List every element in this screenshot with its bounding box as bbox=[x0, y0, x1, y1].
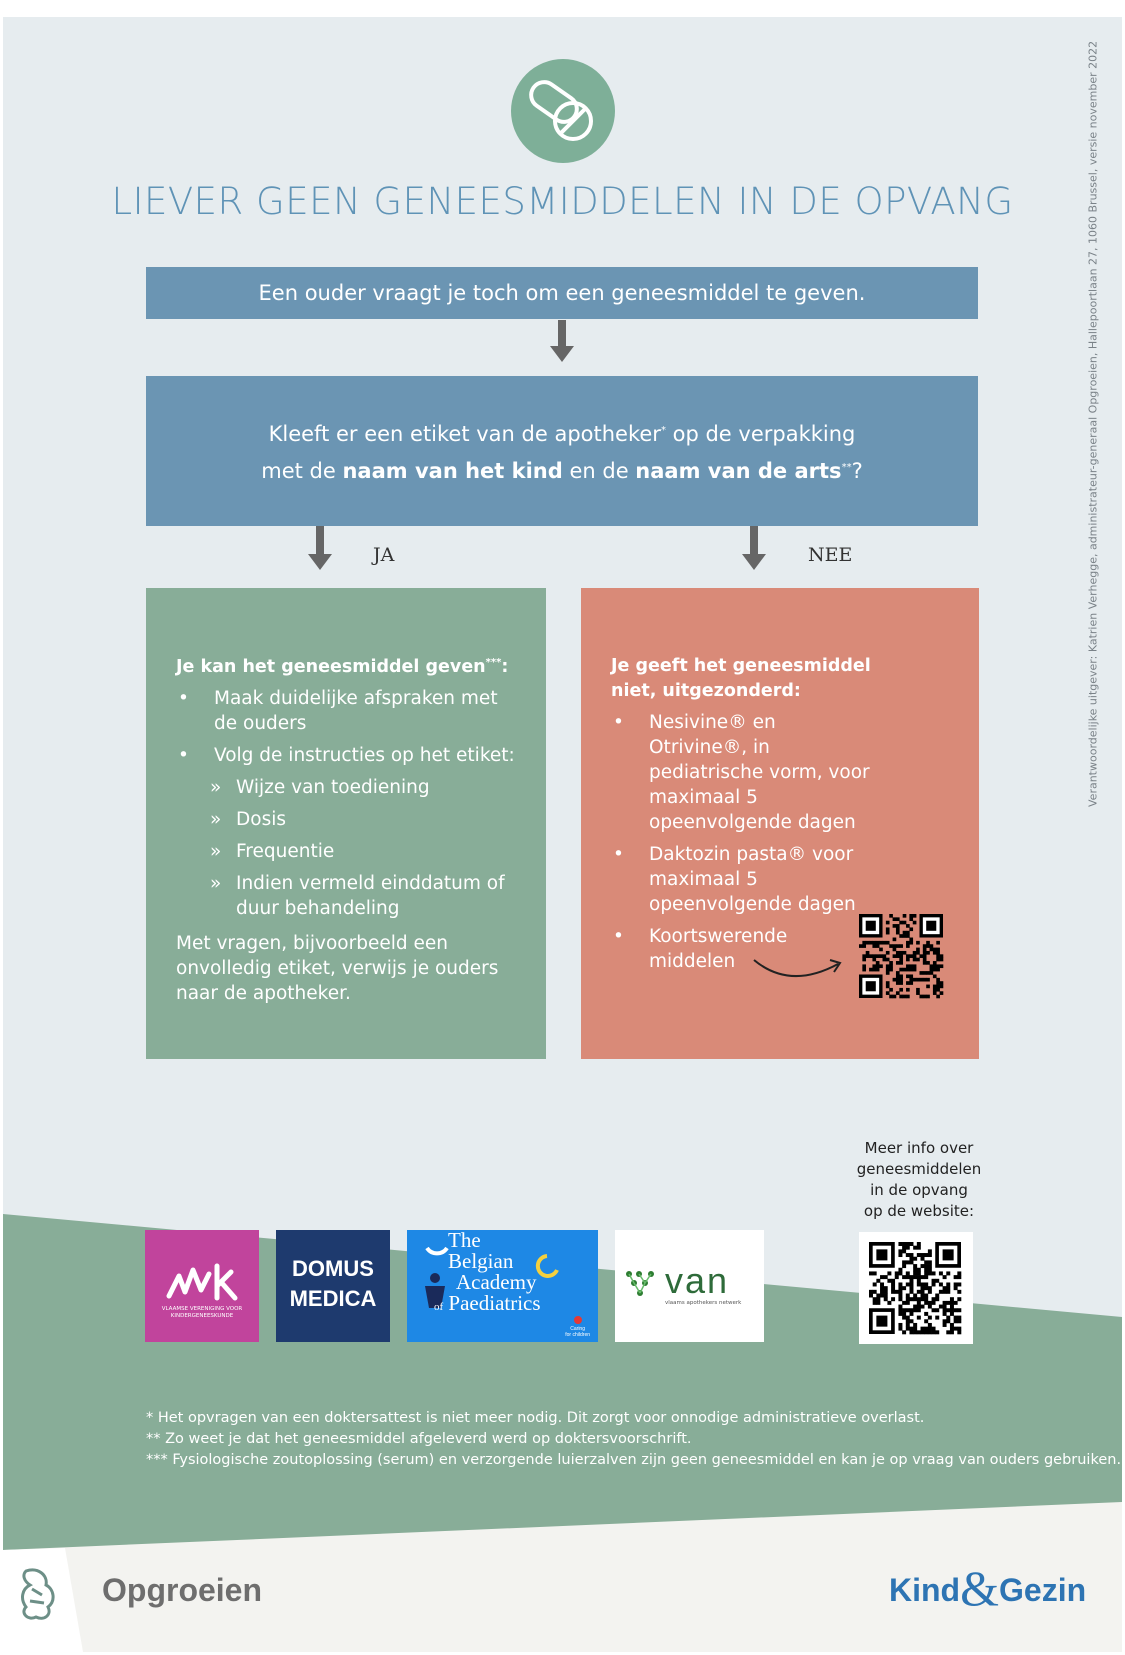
bap-text: Academy bbox=[456, 1270, 537, 1294]
vvk-text: VLAAMSE VERENIGING VOOR bbox=[161, 1306, 243, 1312]
kind-en-gezin-logo bbox=[889, 1560, 1087, 1616]
sub-list-item: » Dosis bbox=[176, 807, 526, 832]
footnote-2: ** Zo weet je dat het geneesmiddel afgeleverd werd op doktersvoorschrift. bbox=[146, 1431, 692, 1447]
bap-small-text: Caring bbox=[570, 1326, 585, 1332]
domus-medica-logo[interactable] bbox=[276, 1230, 390, 1342]
yes-box bbox=[146, 588, 546, 1059]
more-info-line: op de website: bbox=[863, 1202, 975, 1220]
sub-list-item: » Wijze van toediening bbox=[176, 775, 526, 800]
flemish-lion-icon bbox=[18, 1567, 60, 1623]
footnotes bbox=[146, 1408, 1121, 1471]
gezin-text: Gezin bbox=[999, 1572, 1087, 1608]
sub-list-item: » Indien vermeld einddatum of duur behandeling bbox=[176, 871, 526, 921]
more-info-line: in de opvang bbox=[870, 1181, 968, 1199]
list-item: • Koortswerende middelen bbox=[611, 924, 799, 974]
van-network-icon bbox=[625, 1270, 661, 1300]
kind-text: Kind bbox=[889, 1572, 961, 1608]
more-info-line: geneesmiddelen bbox=[856, 1160, 982, 1178]
yes-closing: Met vragen, bijvoorbeeld een onvolledig etiket, verwijs je ouders naar de apotheker. bbox=[176, 932, 499, 1004]
belgian-academy-paediatrics-logo[interactable] bbox=[407, 1230, 598, 1342]
footnote-3: *** Fysiologische zoutoplossing (serum) en verzorgende luierzalven zijn geen geneesmiddel en kan je op vraag van ouders gebruiken. bbox=[146, 1452, 1122, 1468]
more-info-line: Meer info over bbox=[864, 1139, 974, 1157]
no-heading: Je geeft het geneesmiddel niet, uitgezonderd: bbox=[611, 656, 871, 701]
heart-icon bbox=[574, 1316, 582, 1324]
opgroeien-logo: Opgroeien bbox=[102, 1572, 263, 1608]
bap-text: of bbox=[434, 1301, 444, 1313]
step-parent-request: Een ouder vraagt je toch om een geneesmiddel te geven. bbox=[146, 267, 978, 319]
qr-code-website-icon[interactable] bbox=[859, 1232, 973, 1344]
bap-text: Paediatrics bbox=[448, 1291, 541, 1315]
question-box bbox=[146, 376, 978, 526]
question-line-1: Kleeft er een etiket van de apotheker* op de verpakking bbox=[268, 422, 856, 446]
publisher-note: Verantwoordelijke uitgever: Katrien Verhegge, administrateur-generaal Opgroeien, Hallepoortlaan 27, 1060 Brussel, versie november 2022 bbox=[1086, 40, 1100, 807]
list-item: • Nesivine® en Otrivine®, in pediatrische vorm, voor maximaal 5 opeenvolgende dagen bbox=[611, 710, 871, 835]
yes-heading: Je kan het geneesmiddel geven***: bbox=[176, 656, 509, 677]
vvk-logo-mark bbox=[145, 1230, 259, 1342]
van-text: van bbox=[665, 1260, 730, 1301]
bap-text: The bbox=[448, 1228, 481, 1252]
vvk-logo[interactable] bbox=[145, 1230, 259, 1342]
page-title: LIEVER GEEN GENEESMIDDELEN IN DE OPVANG bbox=[111, 180, 1014, 223]
yes-label: JA bbox=[373, 544, 395, 566]
domus-text: DOMUS bbox=[292, 1256, 374, 1281]
list-item: • Maak duidelijke afspraken met de ouders bbox=[176, 686, 526, 736]
curved-arrow-icon bbox=[750, 948, 850, 998]
medica-text: MEDICA bbox=[289, 1286, 377, 1311]
no-label: NEE bbox=[808, 544, 853, 566]
ampersand-icon: & bbox=[960, 1560, 999, 1616]
question-line-2: met de naam van het kind en de naam van de arts**? bbox=[261, 459, 863, 483]
sub-list-item: » Frequentie bbox=[176, 839, 526, 864]
pills-icon bbox=[511, 59, 615, 163]
van-subtext: vlaams apothekers netwerk bbox=[665, 1300, 742, 1306]
footnote-1: * Het opvragen van een doktersattest is niet meer nodig. Dit zorgt voor onnodige administratieve overlast. bbox=[146, 1410, 925, 1426]
more-info-text bbox=[846, 1138, 992, 1222]
list-item: • Daktozin pasta® voor maximaal 5 opeenvolgende dagen bbox=[611, 842, 871, 917]
vvk-text: KINDERGENEESKUNDE bbox=[170, 1313, 234, 1319]
van-logo[interactable] bbox=[615, 1230, 764, 1342]
bap-small-text: for children bbox=[565, 1332, 590, 1338]
qr-code-icon[interactable] bbox=[857, 912, 945, 1000]
list-item: • Volg de instructies op het etiket: bbox=[176, 743, 526, 768]
bap-text: Belgian bbox=[448, 1249, 514, 1273]
